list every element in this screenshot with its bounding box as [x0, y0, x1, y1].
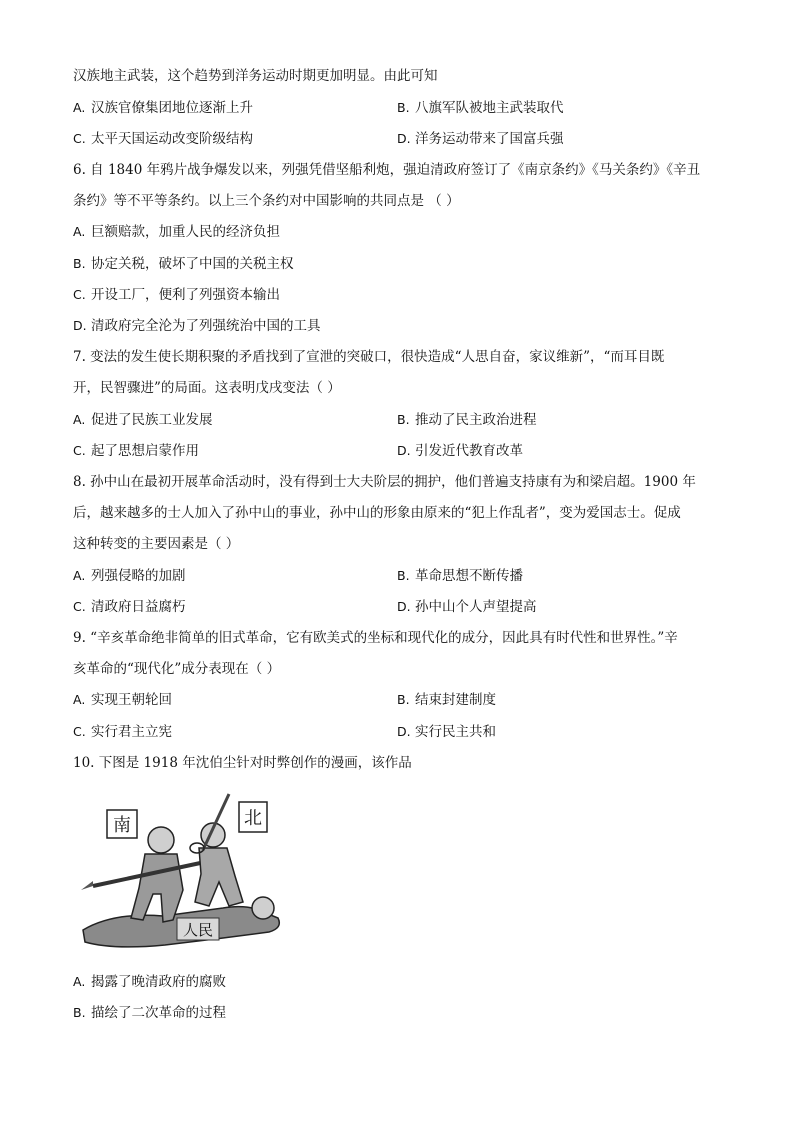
option-letter: D.	[397, 724, 411, 739]
q9-option-a	[73, 690, 172, 710]
q7-option-c	[73, 441, 199, 461]
q8-option-d	[397, 597, 537, 617]
option-letter: A.	[73, 224, 86, 239]
question-6-stem-line2: 条约》等不平等条约。以上三个条约对中国影响的共同点是 （ ）	[73, 193, 460, 209]
south-label-box	[107, 810, 137, 838]
question-8-stem-line1: 8. 孙中山在最初开展革命活动时，没有得到士大夫阶层的拥护，他们普遍支持康有为和梁启超。1900 年	[73, 474, 696, 490]
option-text: 结束封建制度	[415, 692, 496, 708]
q9-option-c	[73, 722, 172, 742]
option-text: 开设工厂，便利了列强资本输出	[91, 287, 280, 303]
option-letter: C.	[73, 724, 86, 739]
option-text: 描绘了二次革命的过程	[91, 1005, 226, 1021]
option-text: 列强侵略的加剧	[91, 568, 186, 584]
option-text: 起了思想启蒙作用	[91, 443, 199, 459]
option-text: 洋务运动带来了国富兵强	[415, 131, 564, 147]
q6-option-b	[73, 254, 294, 274]
question-9-stem-line2: 亥革命的“现代化”成分表现在（ ）	[73, 661, 281, 677]
question-7-stem-line1: 7. 变法的发生使长期积聚的矛盾找到了宣泄的突破口，很快造成“人思自奋，家议维新”，“而耳目既	[73, 349, 665, 365]
question-5-stem-tail: 汉族地主武装，这个趋势到洋务运动时期更加明显。由此可知	[73, 68, 438, 84]
south-label: 南	[113, 815, 131, 836]
option-text: 实行君主立宪	[91, 724, 172, 740]
q7-option-a	[73, 410, 213, 430]
option-letter: A.	[73, 568, 86, 583]
option-letter: B.	[397, 568, 410, 583]
q5-option-a	[73, 98, 253, 118]
political-cartoon-image	[73, 790, 288, 955]
option-letter: A.	[73, 974, 86, 989]
option-letter: D.	[397, 443, 411, 458]
option-text: 孙中山个人声望提高	[415, 599, 537, 615]
option-text: 巨额赔款，加重人民的经济负担	[91, 224, 280, 240]
north-label-box	[239, 802, 267, 832]
option-letter: B.	[73, 1005, 86, 1020]
q6-option-a	[73, 222, 280, 242]
question-6-stem-line1: 6. 自 1840 年鸦片战争爆发以来，列强凭借坚船利炮，强迫清政府签订了《南京条约》《马关条约》《辛丑	[73, 162, 701, 178]
option-text: 八旗军队被地主武装取代	[415, 100, 564, 116]
q10-option-a	[73, 972, 226, 992]
option-letter: D.	[397, 599, 411, 614]
question-9-stem-line1: 9. “辛亥革命绝非简单的旧式革命，它有欧美式的坐标和现代化的成分，因此具有时代性和世界性。”辛	[73, 630, 678, 646]
q5-option-c	[73, 129, 253, 149]
option-text: 汉族官僚集团地位逐渐上升	[91, 100, 253, 116]
option-letter: B.	[397, 412, 410, 427]
q8-option-b	[397, 566, 523, 586]
q9-option-d	[397, 722, 496, 742]
q6-option-d	[73, 316, 321, 336]
question-8-stem-line3: 这种转变的主要因素是（ ）	[73, 536, 240, 552]
option-text: 促进了民族工业发展	[91, 412, 213, 428]
option-letter: C.	[73, 599, 86, 614]
q7-option-b	[397, 410, 537, 430]
q5-option-b	[397, 98, 564, 118]
option-text: 引发近代教育改革	[415, 443, 523, 459]
option-text: 太平天国运动改变阶级结构	[91, 131, 253, 147]
option-text: 实现王朝轮回	[91, 692, 172, 708]
option-text: 实行民主共和	[415, 724, 496, 740]
option-letter: C.	[73, 131, 86, 146]
q6-option-c	[73, 285, 280, 305]
option-letter: A.	[73, 100, 86, 115]
q5-option-d	[397, 129, 564, 149]
option-letter: C.	[73, 443, 86, 458]
option-letter: B.	[397, 692, 410, 707]
option-letter: A.	[73, 692, 86, 707]
option-letter: D.	[73, 318, 87, 333]
question-8-stem-line2: 后，越来越多的士人加入了孙中山的事业，孙中山的形象由原来的“犯上作乱者”，变为爱国志士。促成	[73, 505, 681, 521]
option-text: 推动了民主政治进程	[415, 412, 537, 428]
option-letter: C.	[73, 287, 86, 302]
q7-option-d	[397, 441, 523, 461]
north-label: 北	[244, 808, 262, 829]
option-text: 清政府完全沦为了列强统治中国的工具	[91, 318, 321, 334]
option-text: 揭露了晚清政府的腐败	[91, 974, 226, 990]
people-label: 人民	[182, 921, 214, 939]
q9-option-b	[397, 690, 496, 710]
option-letter: B.	[397, 100, 410, 115]
option-text: 革命思想不断传播	[415, 568, 523, 584]
q8-option-c	[73, 597, 186, 617]
q10-option-b	[73, 1003, 226, 1023]
north-soldier-figure	[190, 794, 243, 906]
option-letter: D.	[397, 131, 411, 146]
question-10-stem: 10. 下图是 1918 年沈伯尘针对时弊创作的漫画，该作品	[73, 755, 412, 771]
option-text: 协定关税，破坏了中国的关税主权	[91, 256, 294, 272]
lying-figure-people	[83, 897, 279, 947]
question-7-stem-line2: 开，民智骤进”的局面。这表明戊戌变法（ ）	[73, 380, 341, 396]
option-letter: A.	[73, 412, 86, 427]
south-soldier-figure	[81, 827, 205, 922]
q8-option-a	[73, 566, 186, 586]
option-letter: B.	[73, 256, 86, 271]
option-text: 清政府日益腐朽	[91, 599, 186, 615]
